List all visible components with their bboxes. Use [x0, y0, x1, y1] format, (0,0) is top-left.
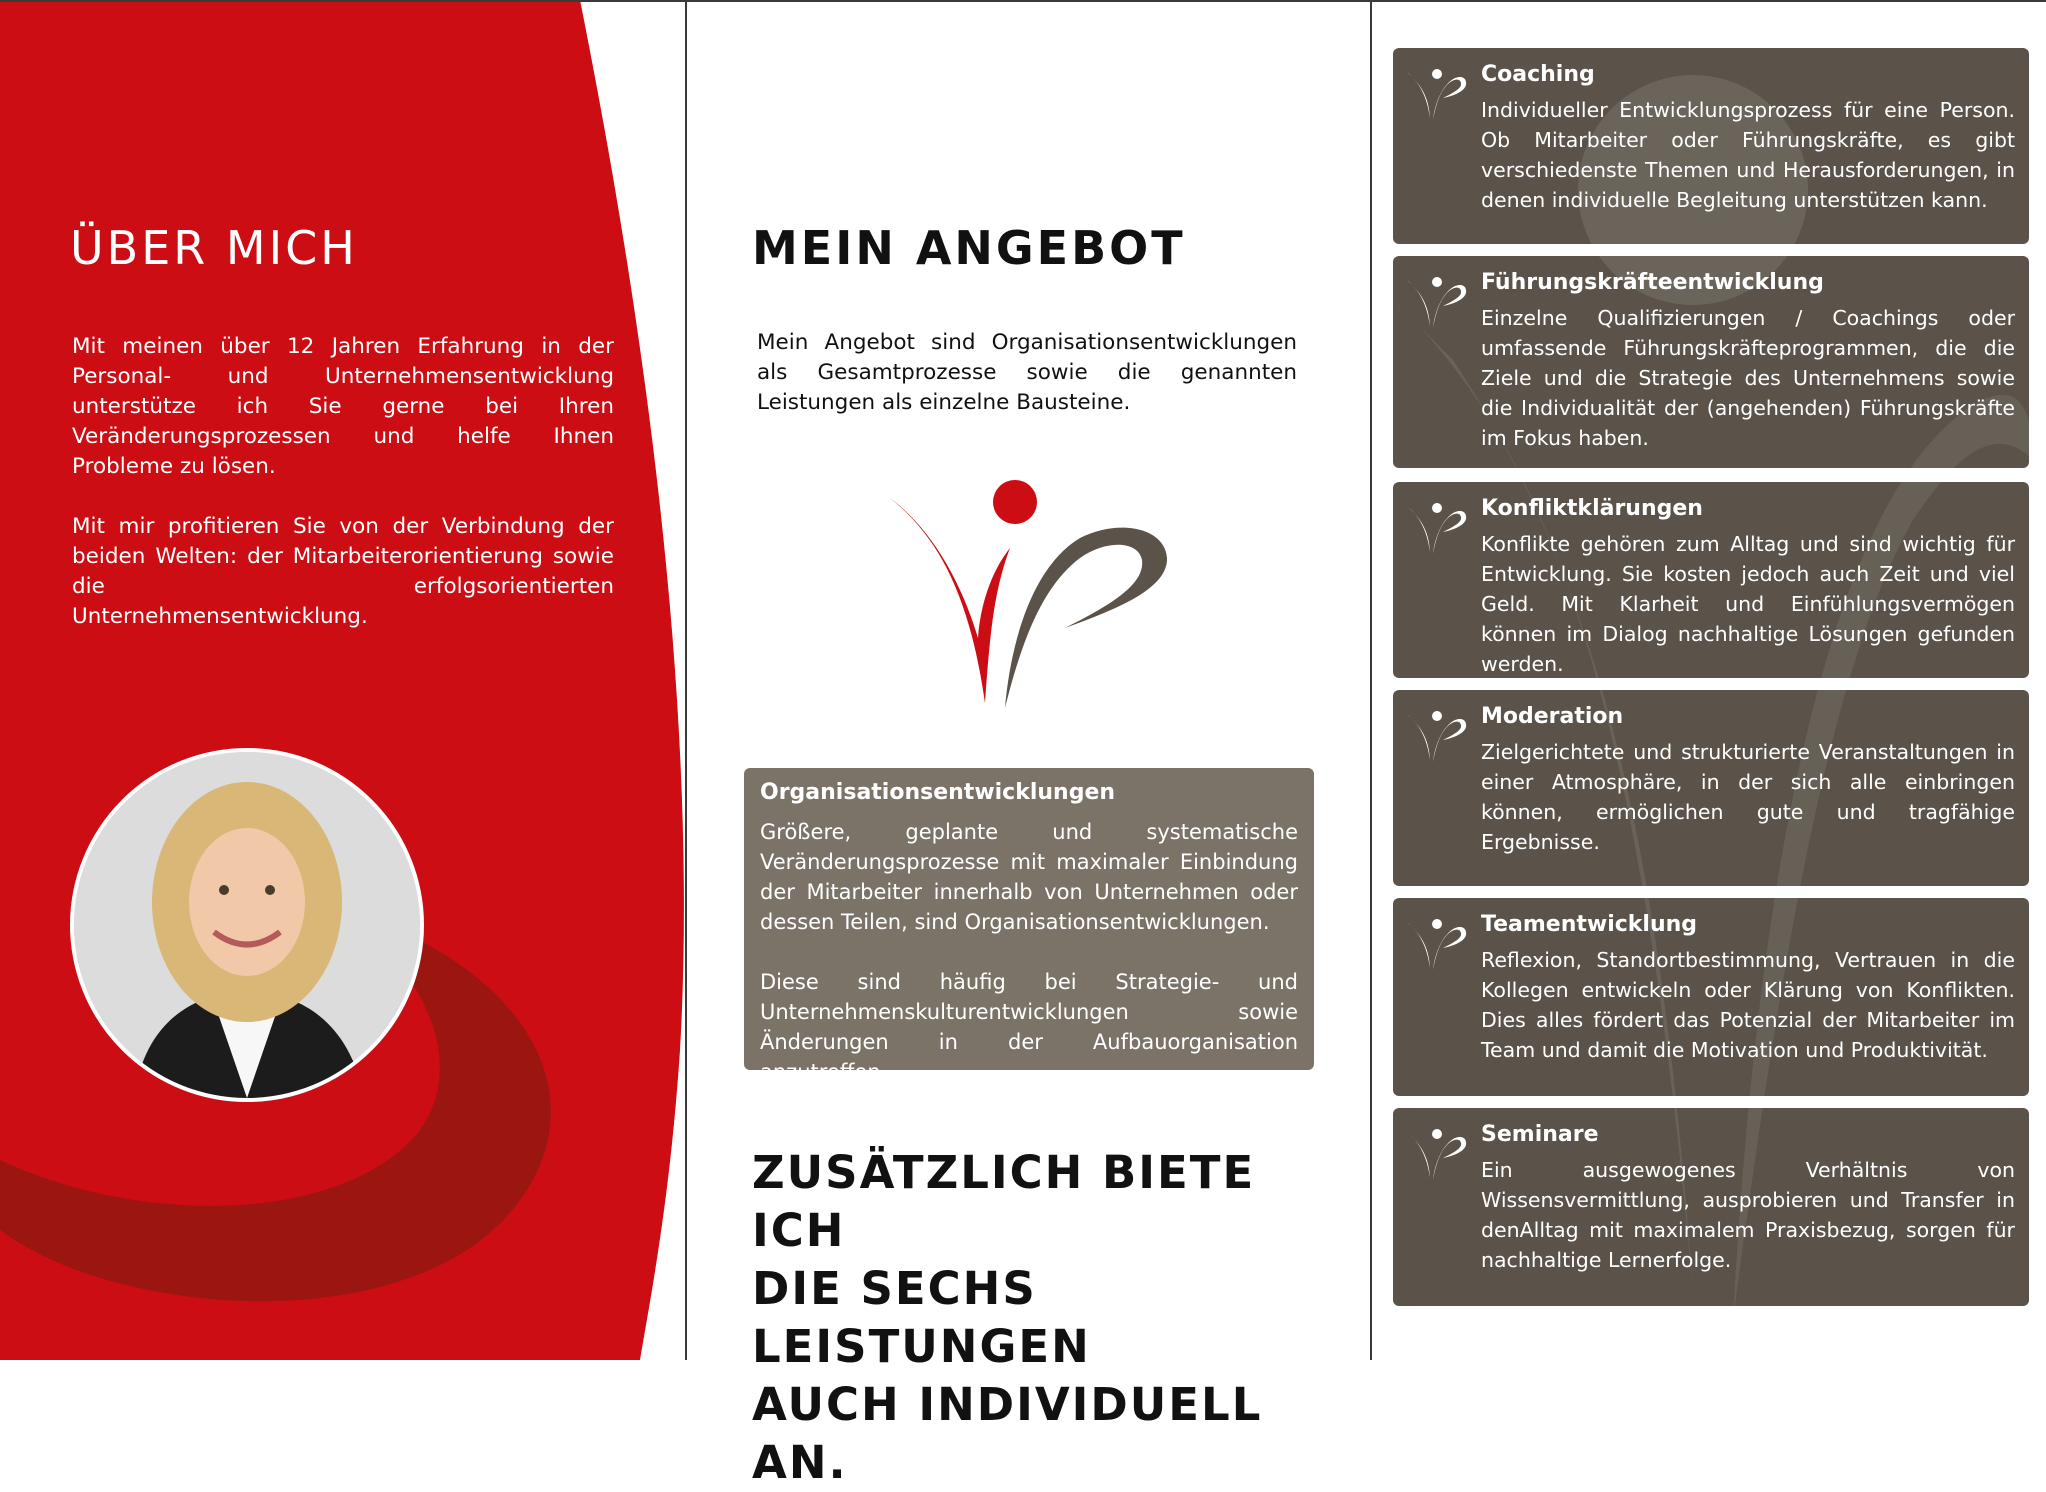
service-title: Konfliktklärungen	[1481, 496, 1703, 521]
offer-title: MEIN ANGEBOT	[752, 220, 1186, 275]
vp-logo-icon	[1405, 274, 1467, 328]
service-card-coaching	[1393, 48, 2029, 244]
service-text: Einzelne Qualifizierungen / Coachings oder umfassende Führungskräfteprogrammen, die die Ziele und die Strategie des Unternehmens sowie die Individualität der (angehenden) Führungskräfte im Fokus haben.	[1481, 306, 2015, 450]
service-text: Ein ausgewogenes Verhältnis von Wissensvermittlung, ausprobieren und Transfer in denAlltag mit maximalem Praxisbezug, sorgen für nachhaltige Lernerfolge.	[1481, 1158, 2015, 1272]
column-divider-1	[685, 0, 687, 1360]
vp-logo-icon	[1405, 1126, 1467, 1180]
additional-offer-heading	[752, 1144, 1332, 1492]
vp-logo-icon	[1405, 708, 1467, 762]
top-border	[0, 0, 2046, 2]
vp-logo-icon	[1405, 500, 1467, 554]
service-text: Reflexion, Standortbestimmung, Vertrauen in die Kollegen entwickeln oder Klärung von Konflikten. Dies alles fördert das Potenzial der Mitarbeiter im Team und damit die Motivation und Produktivität.	[1481, 948, 2015, 1062]
service-card-moderation	[1393, 690, 2029, 886]
organisation-box-title: Organisationsentwicklungen	[760, 780, 1116, 805]
about-title: ÜBER MICH	[70, 220, 358, 275]
organisation-paragraph: Diese sind häufig bei Strategie- und Unternehmenskulturentwicklungen sowie Änderungen in der Aufbauorganisation anzutreffen.	[760, 970, 1298, 1084]
portrait-illustration	[74, 752, 420, 1098]
red-panel-shape	[0, 0, 684, 1360]
organisation-paragraph: Größere, geplante und systematische Veränderungsprozesse mit maximaler Einbindung der Mitarbeiter innerhalb von Unternehmen oder dessen Teilen, sind Organisationsentwicklungen.	[760, 820, 1298, 934]
service-card-teamentwicklung	[1393, 898, 2029, 1096]
service-title: Seminare	[1481, 1122, 1599, 1147]
about-text	[72, 332, 614, 662]
service-card-konfliktklaerungen	[1393, 482, 2029, 678]
additional-offer-line: DIE SECHS LEISTUNGEN	[752, 1262, 1091, 1373]
service-text: Konflikte gehören zum Alltag und sind wichtig für Entwicklung. Sie kosten jedoch auch Zeit und viel Geld. Mit Klarheit und Einfühlungsvermögen können im Dialog nachhaltige Lösungen gefunden werden.	[1481, 532, 2015, 676]
about-paragraph: Mit meinen über 12 Jahren Erfahrung in der Personal- und Unternehmensentwicklung unterstütze ich Sie gerne bei Ihren Veränderungsprozessen und helfe Ihnen Probleme zu lösen.	[72, 334, 614, 479]
service-card-fuehrungskraefteentwicklung	[1393, 256, 2029, 468]
additional-offer-line: AUCH INDIVIDUELL AN.	[752, 1378, 1263, 1489]
about-paragraph: Mit mir profitieren Sie von der Verbindung der beiden Welten: der Mitarbeiterorientierung sowie die erfolgsorientierten Unternehmensentwicklung.	[72, 514, 614, 629]
vp-logo-icon	[1405, 66, 1467, 120]
service-text: Individueller Entwicklungsprozess für eine Person. Ob Mitarbeiter oder Führungskräfte, es gibt verschiedenste Themen und Herausforderungen, in denen individuelle Begleitung unterstützen kann.	[1481, 98, 2015, 212]
service-title: Teamentwicklung	[1481, 912, 1698, 937]
additional-offer-line: ZUSÄTZLICH BIETE ICH	[752, 1146, 1256, 1257]
service-title: Führungskräfteentwicklung	[1481, 270, 1824, 295]
offer-intro: Mein Angebot sind Organisationsentwicklungen als Gesamtprozesse sowie die genannten Leistungen als einzelne Bausteine.	[757, 330, 1297, 415]
service-title: Coaching	[1481, 62, 1595, 87]
vp-logo-icon	[1405, 916, 1467, 970]
portrait-photo	[70, 748, 424, 1102]
service-text: Zielgerichtete und strukturierte Veranstaltungen in einer Atmosphäre, in der sich alle einbringen können, ermöglichen gute und tragfähige Ergebnisse.	[1481, 740, 2015, 854]
organisation-box	[744, 768, 1314, 1084]
service-card-seminare	[1393, 1108, 2029, 1306]
column-divider-2	[1370, 0, 1372, 1360]
vp-logo-icon	[880, 478, 1180, 708]
service-title: Moderation	[1481, 704, 1624, 729]
